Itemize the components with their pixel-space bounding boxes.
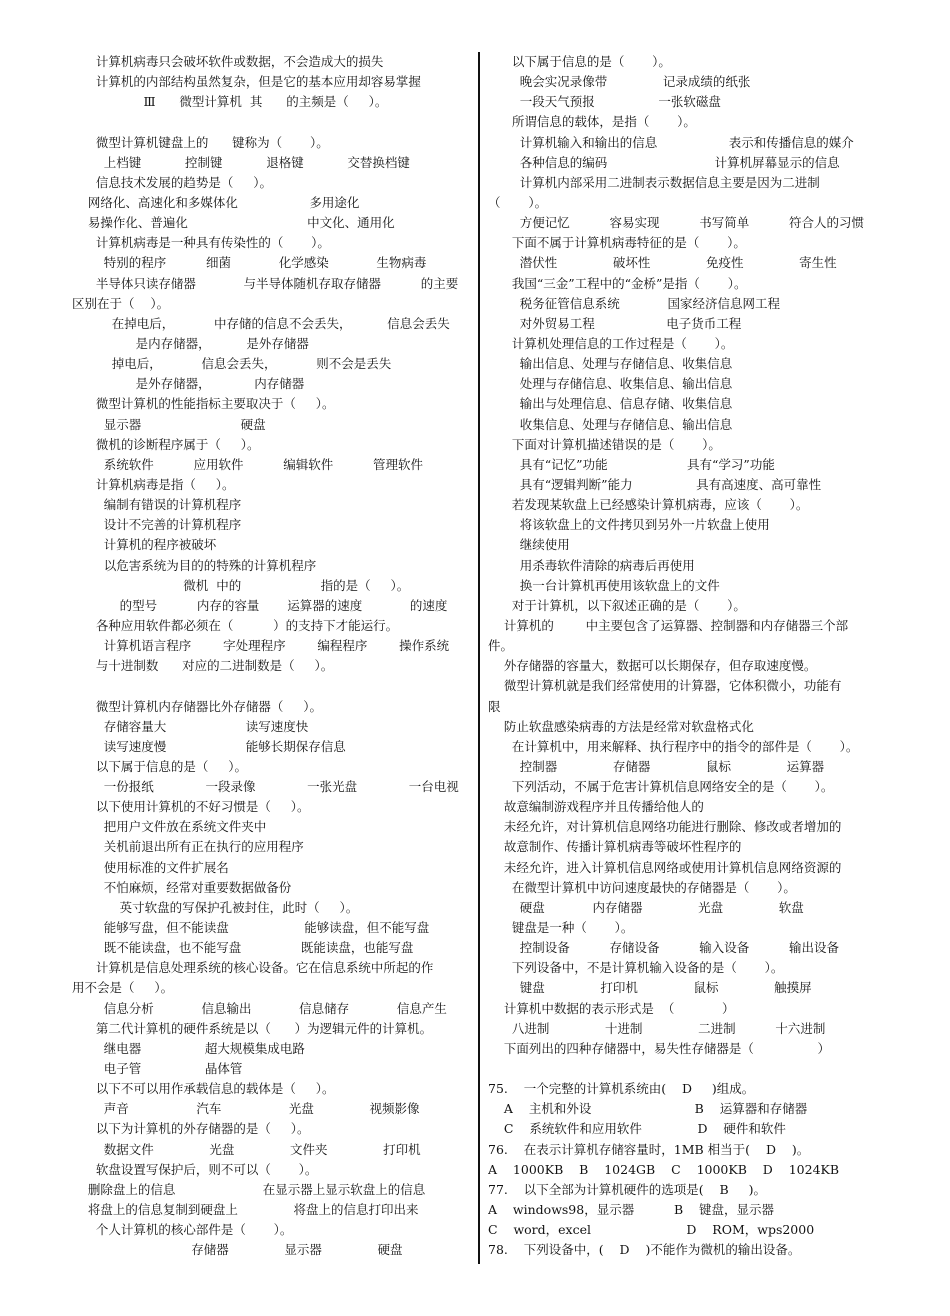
text-line: 外存储器的容量大，数据可以长期保存，但存取速度慢。 [488,658,817,674]
text-line: 存储器 显示器 硬盘 [72,1242,403,1258]
text-line: 是内存储器， 是外存储器 [72,335,309,351]
text-line: 潜伏性 破坏性 免疫性 寄生性 [488,255,837,271]
text-line: 的型号 内存的容量 运算器的速度 的速度 [72,597,448,613]
text-line: 对外贸易工程 电子货币工程 [488,315,742,331]
text-line: 设计不完善的计算机程序 [72,517,242,533]
text-line: 存储容量大 读写速度快 [72,718,309,734]
text-line: 在计算机中，用来解释、执行程序中的指令的部件是（ ）。 [488,738,859,754]
text-line: 计算机病毒只会破坏软件或数据，不会造成大的损失 [72,54,384,69]
text-line: 各种应用软件都必须在（ ）的支持下才能运行。 [72,617,399,633]
text-line: 限 [488,698,501,714]
text-line: 具有“记忆”功能 具有“学习”功能 [488,456,775,472]
text-line: 在掉电后， 中存储的信息不会丢失， 信息会丢失 [72,315,450,331]
text-line: 显示器 硬盘 [72,416,266,432]
text-line: 键盘是一种（ ）。 [488,920,634,936]
text-line: 以下属于信息的是（ ）。 [72,758,247,774]
text-line: 下列活动，不属于危害计算机信息网络安全的是（ ）。 [488,779,834,795]
text-line: 控制设备 存储设备 输入设备 输出设备 [488,940,839,956]
text-line: 不怕麻烦，经常对重要数据做备份 [72,879,292,895]
text-line [72,112,470,132]
text-line: 计算机的程序被破坏 [72,537,217,553]
text-line: 英寸软盘的写保护孔被封住，此时（ ）。 [72,899,359,915]
text-line: 信息分析 信息输出 信息储存 信息产生 [72,1000,447,1016]
text-line: C 系统软件和应用软件 D 硬件和软件 [488,1121,786,1137]
text-line: 微机的诊断程序属于（ ）。 [72,436,260,452]
text-line: 微型计算机的性能指标主要取决于（ ）。 [72,396,335,412]
text-line: 读写速度慢 能够长期保存信息 [72,738,346,754]
text-line: 计算机病毒是指（ ）。 [72,476,235,492]
text-line: 防止软盘感染病毒的方法是经常对软盘格式化 [488,718,754,734]
text-line: 易操作化、普遍化 中文化、通用化 [72,215,395,231]
text-line: 换一台计算机再使用该软盘上的文件 [488,577,720,593]
text-line: 硬盘 内存储器 光盘 软盘 [488,899,804,915]
text-line: 电子管 晶体管 [72,1061,243,1077]
text-line: 键盘 打印机 鼠标 触摸屏 [488,980,812,996]
text-line: 将盘上的信息复制到硬盘上 将盘上的信息打印出来 [72,1202,419,1218]
text-line: 信息技术发展的趋势是（ ）。 [72,174,272,190]
text-line: 故意制作、传播计算机病毒等破坏性程序的 [488,839,742,855]
text-line: 微型计算机键盘上的 键称为（ ）。 [72,134,329,150]
text-line: 区别在于（ ）。 [72,295,170,311]
text-line: 计算机的 中主要包含了运算器、控制器和内存储器三个部 [488,617,849,633]
text-line: 声音 汽车 光盘 视频影像 [72,1101,420,1117]
text-line [72,676,470,696]
text-line: 未经允许，进入计算机信息网络或使用计算机信息网络资源的 [488,859,842,875]
text-line: 下面不属于计算机病毒特征的是（ ）。 [488,235,746,251]
text-line: 计算机中数据的表示形式是 （ ） [488,1000,735,1016]
text-line: 八进制 十进制 二进制 十六进制 [488,1020,826,1036]
text-line: 下面列出的四种存储器中，易失性存储器是（ ） [488,1040,830,1056]
text-line: 计算机输入和输出的信息 表示和传播信息的媒介 [488,134,854,150]
text-line: 微机 中的 指的是（ ）。 [72,577,410,593]
text-line: 计算机处理信息的工作过程是（ ）。 [488,335,734,351]
text-line: 一份报纸 一段录像 一张光盘 一台电视 [72,779,459,795]
text-line: 网络化、高速化和多媒体化 多用途化 [72,194,360,210]
text-line: 件。 [488,638,514,654]
text-line: 计算机内部采用二进制表示数据信息主要是因为二进制 [488,174,820,190]
text-line: 继续使用 [488,537,570,553]
text-line: C word，excel D ROM，wps2000 [488,1222,815,1238]
text-line: 处理与存储信息、收集信息、输出信息 [488,376,733,392]
text-line: Ⅲ 微型计算机 其 的主频是（ ）。 [72,94,388,110]
text-line: 关机前退出所有正在执行的应用程序 [72,839,304,855]
column-divider [478,52,480,1264]
text-line: 输出信息、处理与存储信息、收集信息 [488,356,733,372]
text-line: 计算机病毒是一种具有传染性的（ ）。 [72,235,330,251]
text-line: 所谓信息的载体，是指（ ）。 [488,114,696,130]
text-line: 晚会实况录像带 记录成绩的纸张 [488,74,751,90]
text-line: 能够写盘，但不能读盘 能够读盘，但不能写盘 [72,920,430,936]
text-line: 用杀毒软件清除的病毒后再使用 [488,557,695,573]
text-line: 对于计算机，以下叙述正确的是（ ）。 [488,597,746,613]
text-line: 控制器 存储器 鼠标 运算器 [488,758,825,774]
text-line: 具有“逻辑判断”能力 具有高速度、高可靠性 [488,476,822,492]
text-line: 继电器 超大规模集成电路 [72,1040,305,1056]
text-line: 计算机是信息处理系统的核心设备。它在信息系统中所起的作 [72,960,434,976]
text-line: A 1000KB B 1024GB C 1000KB D 1024KB [488,1161,840,1177]
text-line: 特别的程序 细菌 化学感染 生物病毒 [72,255,427,271]
text-line: 将该软盘上的文件拷贝到另外一片软盘上使用 [488,517,770,533]
text-line: 方便记忆 容易实现 书写简单 符合人的习惯 [488,215,864,231]
text-line: 计算机的内部结构虽然复杂，但是它的基本应用却容易掌握 [72,74,421,90]
text-line [488,1059,880,1079]
text-line: 77. 以下全部为计算机硬件的选项是( B )。 [488,1181,766,1197]
text-line: 以危害系统为目的的特殊的计算机程序 [72,557,317,573]
text-line: 编制有错误的计算机程序 [72,497,242,513]
text-line: 微型计算机内存储器比外存储器（ ）。 [72,698,322,714]
text-line: 使用标准的文件扩展名 [72,859,229,875]
text-line: 是外存储器， 内存储器 [72,376,305,392]
text-line: 76. 在表示计算机存储容量时，1MB 相当于( D )。 [488,1141,810,1157]
left-column [72,52,470,1260]
text-line: 以下为计算机的外存储器的是（ ）。 [72,1121,310,1137]
text-line: 系统软件 应用软件 编辑软件 管理软件 [72,456,423,472]
text-line: 软盘设置写保护后，则不可以（ ）。 [72,1161,318,1177]
text-line: 输出与处理信息、信息存储、收集信息 [488,396,733,412]
text-line: 收集信息、处理与存储信息、输出信息 [488,416,733,432]
text-line: 各种信息的编码 计算机屏幕显示的信息 [488,154,840,170]
text-line: 78. 下列设备中，( D )不能作为微机的输出设备。 [488,1242,801,1258]
text-line: 第二代计算机的硬件系统是以（ ）为逻辑元件的计算机。 [72,1020,433,1036]
text-line: 未经允许，对计算机信息网络功能进行删除、修改或者增加的 [488,819,842,835]
text-line: 我国“三金”工程中的“金桥”是指（ ）。 [488,275,747,291]
text-line: 以下使用计算机的不好习惯是（ ）。 [72,799,310,815]
text-line: 半导体只读存储器 与半导体随机存取存储器 的主要 [72,275,459,291]
right-column [488,52,880,1260]
text-line: 税务征管信息系统 国家经济信息网工程 [488,295,780,311]
text-line: 在微型计算机中访问速度最快的存储器是（ ）。 [488,879,796,895]
text-line: 个人计算机的核心部件是（ ）。 [72,1222,293,1238]
text-line: 以下不可以用作承载信息的载体是（ ）。 [72,1081,335,1097]
text-line: （ ）。 [488,194,548,210]
text-line: 数据文件 光盘 文件夹 打印机 [72,1141,421,1157]
text-line: 既不能读盘，也不能写盘 既能读盘，也能写盘 [72,940,414,956]
text-line: 微型计算机就是我们经常使用的计算器，它体积微小，功能有 [488,678,842,694]
text-line: 删除盘上的信息 在显示器上显示软盘上的信息 [72,1181,426,1197]
text-line: A 主机和外设 B 运算器和存储器 [488,1101,808,1117]
text-line: 把用户文件放在系统文件夹中 [72,819,267,835]
text-line: 以下属于信息的是（ ）。 [488,54,671,69]
text-line: 75. 一个完整的计算机系统由( D )组成。 [488,1081,755,1097]
text-line: 用不会是（ ）。 [72,980,174,996]
text-line: 下面对计算机描述错误的是（ ）。 [488,436,721,452]
text-line: 计算机语言程序 字处理程序 编程程序 操作系统 [72,638,450,654]
text-line: 一段天气预报 一张软磁盘 [488,94,721,110]
text-line: 故意编制游戏程序并且传播给他人的 [488,799,704,815]
text-line: A windows98，显示器 B 键盘，显示器 [488,1202,775,1218]
text-line: 掉电后， 信息会丢失， 则不会是丢失 [72,356,392,372]
text-line: 若发现某软盘上已经感染计算机病毒，应该（ ）。 [488,497,809,513]
text-line: 下列设备中，不是计算机输入设备的是（ ）。 [488,960,784,976]
text-line: 上档键 控制键 退格键 交替换档键 [72,154,410,170]
text-line: 与十进制数 对应的二进制数是（ ）。 [72,658,334,674]
